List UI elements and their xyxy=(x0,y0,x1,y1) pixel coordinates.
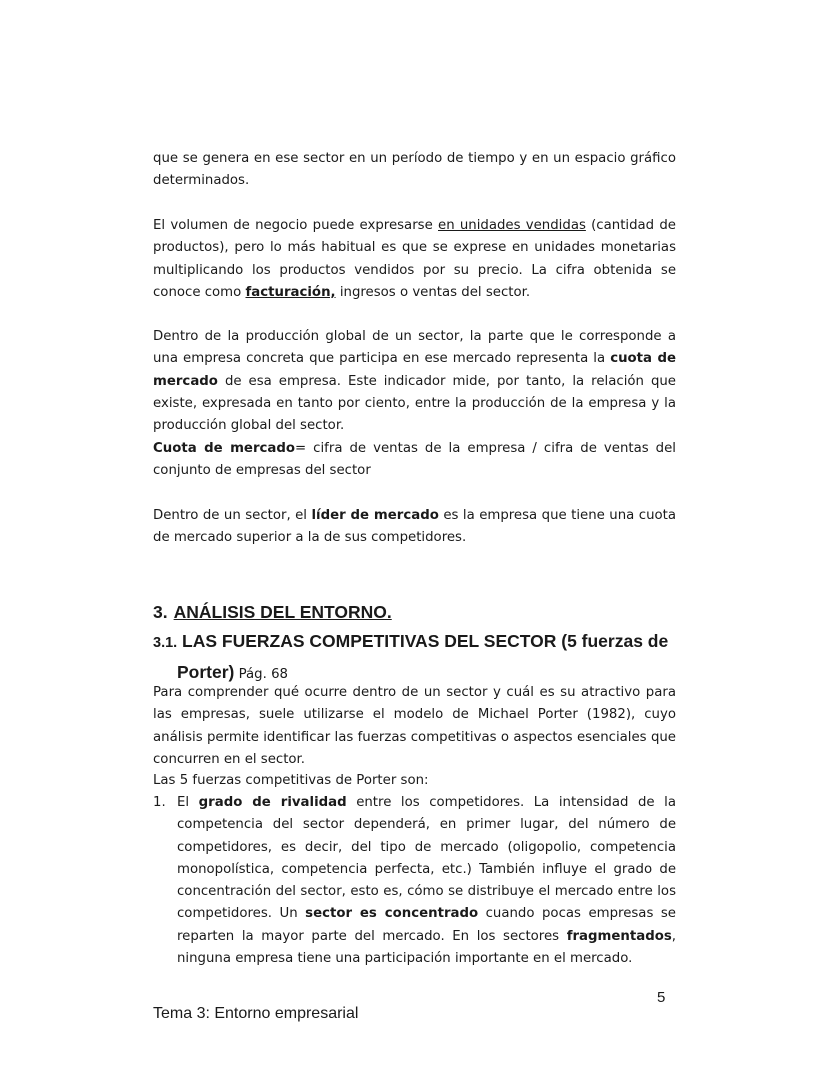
subsection-number: 3.1. xyxy=(153,635,178,651)
term-lider-de-mercado: líder de mercado xyxy=(311,508,439,523)
section-number: 3. xyxy=(153,602,168,622)
term-cuota-de-mercado: cuota de mercado xyxy=(153,351,676,389)
term-cuota-formula: Cuota de mercado xyxy=(153,441,296,456)
list-item-number: 1. xyxy=(153,795,166,810)
paragraph-1: que se genera en ese sector en un período de tiempo y en un espacio gráfico determinados. xyxy=(153,151,676,189)
section-heading xyxy=(153,602,392,623)
section-title: ANÁLISIS DEL ENTORNO. xyxy=(173,602,392,622)
term-grado-rivalidad: grado de rivalidad xyxy=(198,795,347,810)
paragraph-volumen-negocio: El volumen de negocio puede expresarse en unidades vendidas (cantidad de productos), pero lo más habitual es que se exprese en unidades monetarias multiplicando los productos vendidos por su precio. La cifra obtenida se conoce como facturación, ingresos o ventas del sector. xyxy=(153,218,676,300)
paragraph-cuota-mercado: Dentro de la producción global de un sector, la parte que le corresponde a una empresa concreta que participa en ese mercado representa la cuota de mercado de esa empresa. Este indicador mide, por tanto, la relación que existe, expresada en tanto por ciento, entre la producción de la empresa y la producción global del sector. xyxy=(153,329,676,434)
porter-forces-list xyxy=(153,792,676,970)
subsection-title-line2: Porter) xyxy=(177,662,235,682)
paragraph-formula-cuota: Cuota de mercado= cifra de ventas de la empresa / cifra de ventas del conjunto de empresas del sector xyxy=(153,441,676,479)
page-footer: Tema 3: Entorno empresarial xyxy=(153,1005,359,1022)
paragraph-porter-intro: Para comprender qué ocurre dentro de un sector y cuál es su atractivo para las empresas, suele utilizarse el modelo de Michael Porter (1982), cuyo análisis permite identificar las fuerzas competitivas o aspectos esenciales que concurren en el sector. xyxy=(153,685,676,767)
underlined-unidades-vendidas: en unidades vendidas xyxy=(438,218,586,233)
subsection-page-ref: Pág. 68 xyxy=(234,667,288,682)
paragraph-list-intro: Las 5 fuerzas competitivas de Porter son: xyxy=(153,773,429,788)
subsection-heading xyxy=(153,627,676,689)
paragraph-lider-mercado: Dentro de un sector, el líder de mercado es la empresa que tiene una cuota de mercado superior a la de sus competidores. xyxy=(153,508,676,546)
page-number: 5 xyxy=(657,989,666,1006)
list-item: 1. El grado de rivalidad entre los competidores. La intensidad de la competencia del sector dependerá, en primer lugar, del número de competidores, es decir, del tipo de mercado (oligopolio, competencia monopolística, competencia perfecta, etc.) También influye el grado de concentración del sector, esto es, cómo se distribuye el mercado entre los competidores. Un sector es concentrado cuando pocas empresas se reparten la mayor parte del mercado. En los sectores fragmentados, ninguna empresa tiene una participación importante en el mercado. xyxy=(153,792,676,970)
subsection-title-line1: LAS FUERZAS COMPETITIVAS DEL SECTOR (5 fuerzas de xyxy=(177,631,669,651)
term-facturacion: facturación, xyxy=(245,284,336,300)
term-sector-concentrado: sector es concentrado xyxy=(305,906,479,922)
term-fragmentados: fragmentados xyxy=(566,928,672,944)
